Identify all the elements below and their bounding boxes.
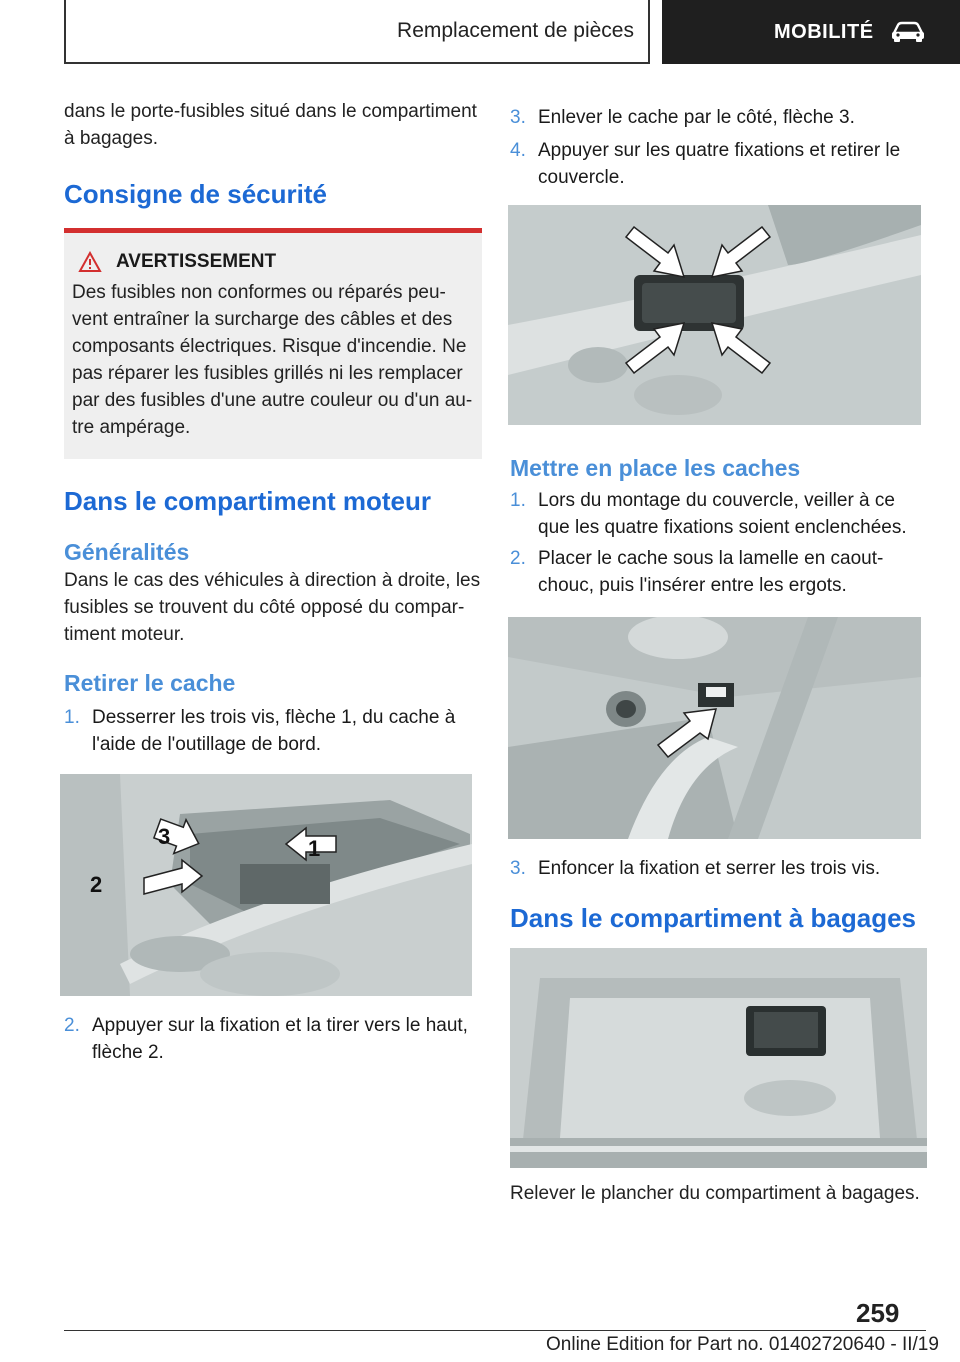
remove-step-3 — [510, 104, 925, 131]
step-number: 3. — [510, 107, 526, 128]
step-text: Appuyer sur les quatre fixations et retirer le couvercle. — [538, 140, 901, 188]
header-section-title — [64, 0, 650, 64]
remove-step-4 — [510, 137, 925, 191]
right-column — [510, 104, 925, 1207]
fuse-cover-figure — [508, 205, 921, 425]
footer-divider — [64, 1330, 926, 1331]
trunk-caption: Relever le plancher du compartiment à bagages. — [510, 1183, 920, 1204]
engine-compartment-figure — [60, 774, 472, 996]
remove-step-1 — [64, 704, 482, 758]
cover-install-illustration — [508, 617, 921, 839]
trunk-illustration — [510, 948, 927, 1168]
figure-label-3: 3 — [158, 824, 171, 849]
figure-label-1: 1 — [308, 836, 321, 861]
chapter-title: MOBILITÉ — [774, 20, 874, 43]
trunk-heading: Dans le compartiment à bagages — [510, 903, 917, 933]
step-number: 3. — [510, 858, 526, 879]
footer-edition: Online Edition for Part no. 01402720640 - II/19 — [546, 1334, 939, 1355]
fuse-cover-illustration — [508, 205, 921, 425]
warning-title: AVERTISSEMENT — [116, 251, 277, 272]
install-step-2 — [510, 545, 925, 599]
remove-step-2 — [64, 1012, 482, 1066]
step-number: 4. — [510, 140, 526, 161]
step-text: Appuyer sur la fixation et la tirer vers le haut, flèche 2. — [92, 1015, 468, 1063]
warning-triangle-icon — [78, 251, 102, 273]
safety-heading: Consigne de sécurité — [64, 179, 327, 209]
install-heading: Mettre en place les caches — [510, 455, 801, 481]
car-icon — [890, 21, 926, 43]
step-text: Enfoncer la fixation et serrer les trois vis. — [538, 858, 881, 879]
warning-box — [64, 228, 482, 459]
remove-cover-heading: Retirer le cache — [64, 670, 236, 696]
general-heading: Généralités — [64, 539, 190, 565]
cover-install-figure — [508, 617, 921, 839]
page-number: 259 — [856, 1298, 900, 1328]
step-number: 1. — [64, 707, 80, 728]
step-text: Enlever le cache par le côté, flèche 3. — [538, 107, 855, 128]
figure-label-2: 2 — [90, 872, 103, 897]
header-chapter — [662, 0, 960, 64]
section-title: Remplacement de pièces — [397, 19, 634, 42]
trunk-figure — [510, 948, 927, 1168]
intro-text: dans le porte-fusibles situé dans le compartiment à bagages. — [64, 101, 477, 149]
left-column — [64, 98, 482, 1066]
install-step-3 — [510, 855, 925, 882]
install-step-1 — [510, 487, 925, 541]
engine-compartment-illustration — [60, 774, 472, 996]
step-text: Desserrer les trois vis, flèche 1, du cache à l'aide de l'outillage de bord. — [92, 707, 456, 755]
step-number: 2. — [64, 1015, 80, 1036]
engine-heading: Dans le compartiment moteur — [64, 486, 431, 516]
step-number: 1. — [510, 490, 526, 511]
step-number: 2. — [510, 548, 526, 569]
step-text: Placer le cache sous la lamelle en caoutchouc, puis l'insérer entre les ergots. — [538, 548, 884, 596]
warning-text: Des fusibles non conformes ou réparés peuvent entraîner la surcharge des câbles et des composants électriques. Risque d'incendie. Ne pas réparer les fusibles grillés ni les remplacer par des fusibles d'une autre couleur ou d'un autre ampérage. — [72, 282, 473, 438]
step-text: Lors du montage du couvercle, veiller à ce que les quatre fixations soient enclenchées. — [538, 490, 907, 538]
general-text: Dans le cas des véhicules à direction à droite, les fusibles se trouvent du côté opposé du compartiment moteur. — [64, 570, 481, 645]
warning-title-row — [72, 251, 474, 273]
